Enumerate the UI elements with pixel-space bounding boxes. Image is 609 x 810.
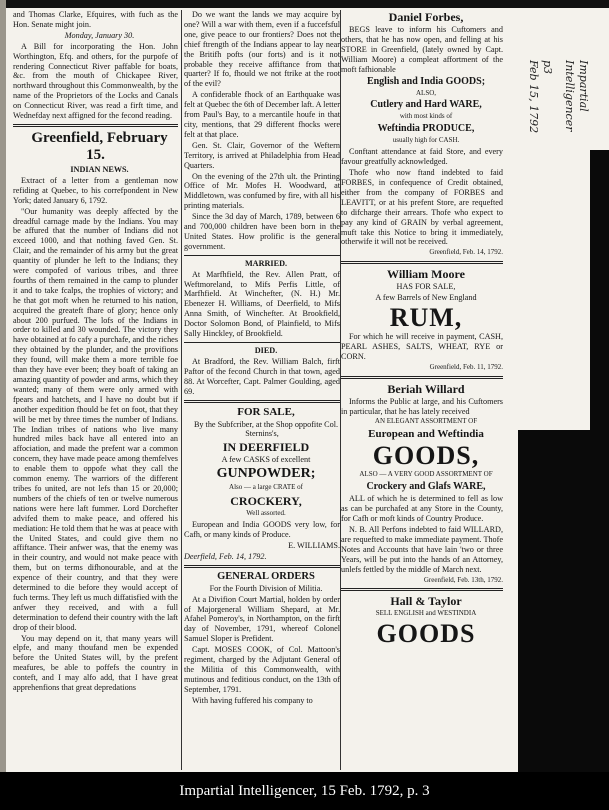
earthquake-text: A confiderable fhock of an Earthquake was felt at Quebec the 6th of December laft. A letter from Paul's Bay, to a mercantile houfe in that city, mentions, that 29 different fhocks were felt at that place. (184, 90, 340, 139)
column-2 (184, 10, 340, 770)
ad-forbes-line: usually high for CASH. (392, 136, 460, 145)
ad-forbes-text: Conftant attendance at faid Store, and every favour greatfully acknowledged. (341, 147, 503, 167)
column-1 (13, 10, 178, 770)
image-caption: Impartial Intelligencer, 15 Feb. 1792, p. 3 (179, 782, 430, 799)
divider (184, 342, 340, 343)
ad-willard-date: Greenfield, Feb. 13th, 1792. (423, 575, 503, 584)
divider (184, 565, 340, 568)
ad-forbes-line: ALSO, (415, 88, 437, 97)
session-date: Monday, January 30. (64, 30, 135, 40)
died-text: At Bradford, the Rev. William Balch, firft Paftor of the fecond Church in that town, aged 88. At Worcefter, Capt. Palmer Goulding, aged 69. (184, 356, 340, 396)
divider (13, 124, 178, 127)
scan-left-edge (0, 0, 6, 772)
married-text: At Marfhfield, the Rev. Allen Pratt, of Weftmoreland, to Mifs Perfis Little, of Marfhfield. At Winchefter, (N. H.) Mr. Ebenezer H. Williams, of Deerfield, to Mifs Anna Smith, of Winchefter. At Brookfield, Doctor Solomon Bond, of Plainfield, to Mifs Sally Hinckley, of Brookfield. (184, 269, 340, 339)
letter-body-2: You may depend on it, that many years will elpfe, and many thoufand men be expended before the United States will, by the prefent meafures, be able to poffefs the country in conteft, and I may alfo add, that I have great apprehenfions that great depredations (13, 633, 178, 693)
divider (341, 588, 503, 591)
forsale-gunpowder: GUNPOWDER; (216, 466, 316, 482)
handwritten-line: Impartial (577, 60, 590, 112)
forsale-heading: FOR SALE, (237, 405, 295, 418)
section-heading: INDIAN NEWS. (70, 164, 129, 174)
forsale-town: IN DEERFIELD (222, 440, 310, 455)
forsale-line: By the Subfcriber, at the Shop oppofite Col. Sternins's, (193, 419, 339, 439)
ad-willard-text: ALL of which he is determined to fell as low as can be purchafed at any Store in the County, for Cafh or moft kinds of Country Produce. (341, 494, 503, 524)
ad-forbes-date: Greenfield, Feb. 14, 1792. (429, 248, 503, 257)
married-heading: MARRIED. (244, 258, 288, 268)
forsale-crockery: CROCKERY, (230, 494, 302, 509)
ad-hall-name: Hall & Taylor (390, 594, 462, 609)
ad-willard-text: N. B. All Perfons indebted to faid WILLARD, are requefted to make immediate payment. Thofe Notes and Accounts that have lain 'two or three Years, will be put into the hands of an Attorney, unlefs fettled by the middle of March next. (341, 525, 503, 574)
scan-dark-margin (590, 150, 609, 430)
masthead-dateline: Greenfield, February 15. (31, 129, 168, 163)
divider (341, 261, 503, 264)
ad-forbes-text: BEGS leave to inform his Cuftomers and others, that he has now open, and felling at his STORE in Greenfield, (lately owned by Capt. William Moore) a compleat affortment of the moft fafhionable (341, 25, 503, 74)
children-text: Since the 3d day of March, 1789, between 6 and 700,000 children have been born in the United States. How prolific is the general government. (184, 212, 340, 251)
handwritten-note (520, 60, 600, 150)
orders-subheading: For the Fourth Division of Militia. (209, 583, 323, 593)
scan-top-edge (0, 0, 609, 8)
stclair-text: Gen. St. Clair, Governor of the Weftern Territory, is arrived at Philadelphia from Head Quarters. (184, 140, 340, 170)
letter-intro: Extract of a letter from a gentleman now refiding at Quebec, to his correfpondent in New York; dated January 6, 1792. (13, 175, 178, 205)
ad-forbes-line: English and India GOODS; (366, 75, 486, 87)
handwritten-line: Feb 15, 1792 (527, 60, 540, 134)
column-3 (341, 10, 503, 770)
forsale-signature: E. WILLIAMS. (288, 540, 340, 550)
column-rule (181, 10, 182, 770)
died-heading: DIED. (254, 346, 278, 355)
orders-text: Capt. MOSES COOK, of Col. Mattoon's regiment, charged by the Adjutant General of the Militia of this Commonwealth, with mutinous and feditious conduct, on the 13th of September, 1791. (184, 645, 340, 694)
ad-moore-name: William Moore (387, 267, 465, 282)
bill-text: A Bill for incorporating the Hon. John Worthington, Efq. and others, for the purpofe of rendering Connecticut River paffable for boats, &c. from the mouth of Chickapee River, northward throughout this Commonwealth, by the name of the Proprietors of the Locks and Canals on Connecticut River, was read a firft time, and Wednefday next affigned for the fecond reading. (13, 41, 178, 121)
ad-willard-line: ALSO — A VERY GOOD ASSORTMENT OF (359, 470, 493, 479)
forsale-line: Also — a large CRATE of (229, 483, 303, 492)
senate-text: and Thomas Clarke, Efquires, with fuch as the Hon. Senate might join. (13, 10, 178, 29)
ad-moore-date: Greenfield, Feb. 11, 1792. (429, 362, 503, 371)
forsale-line: A few CASKS of excellent (221, 455, 311, 465)
ad-moore-line: HAS FOR SALE, (396, 282, 456, 292)
ad-forbes-text: Thofe who now ftand indebted to faid FORBES, in confequence of Credit obtained, either from the company of FORBES and LEAVITT, or at his prefent Store, are requefted to difcharge their arrears. Thofe who expect to pay any kind of GRAIN by verbal agreement, muft take this Notice to bring it immediately, otherwife it will not be received. (341, 168, 503, 247)
orders-heading: GENERAL ORDERS (217, 570, 315, 582)
forsale-date: Deerfield, Feb. 14, 1792. (184, 551, 267, 561)
ad-forbes-line: Weftindia PRODUCE, (377, 123, 475, 135)
divider (184, 255, 340, 256)
ad-willard-line: Crockery and Glafs WARE, (366, 481, 486, 493)
divider (341, 376, 503, 379)
ad-willard-name: Beriah Willard (387, 381, 465, 396)
handwritten-line: Intelligencer (563, 60, 576, 132)
handwritten-line: p3 (541, 60, 554, 75)
forsale-line: Well assorted. (246, 509, 286, 518)
forsale-goods: European and India GOODS very low, for Cafh, or many kinds of Produce. (184, 520, 340, 539)
scan-dark-margin (518, 430, 609, 772)
ad-hall-line: SELL ENGLISH and WESTINDIA (375, 609, 477, 618)
ad-moore-line: A few Barrels of New England (375, 293, 477, 303)
questions-text: Do we want the lands we may acquire by one? Will a war with them, even if a fuccefsful one, give peace to our frontiers? Does not the chief ftrength of the Indians appear to lay near the Britifh pofts (our forts) and is it not probable they receive affiftance from that quarter? If fo, fhould we not ftrike at the root of the evil? (184, 10, 340, 89)
ad-forbes-line: Cutlery and Hard WARE, (370, 99, 482, 111)
ad-willard-text: Informs the Public at large, and his Cuftomers in particular, that he has lately received (341, 396, 503, 416)
ad-moore-rum: RUM, (389, 303, 463, 333)
ad-willard-line: European and Weftindia (368, 428, 484, 441)
letter-body: "Our humanity was deeply affected by the dreadful carnage made by the Indians. You may be affured that the number of Indians did not exceed 1000, and that nothing faved Gen. St. Clair, and the remainder of his army but the great quantity of plunder he left to the Indians; they were compofed of various tribes, and three fourths of them remained in the camp to plunder it and to take fcalps, the trophies of victory; and he that got moft when he returned to his nation, acquired the greateft fhare of glory; hence only about 200 purfued. The lofs of the Indians in order to killed and 30 wounded. The victory they have obtained at fo cafy a purchafe, and the riches they obtained by the plunder, and the provifions they found, will make them a more terrible foe than they have ever been; they boaft of taking an amazing quantity of powder and arms, which they wanted; many of them were only armed with fpears and hatchets, and I have no doubt but if another expedition fhould be fet on foot, that they will be met by three times the number of Indians. The Indian tribes of nations who live many hundred miles back have all entered into an affociation, and made the prefent war a common concern, they have made peace among themfelves to enable them to oppofe what they call the common enemy. The warriors of the different tribes fo united, are not lefs than 15 or 20,000; numbers of the chiefs of ten or twelve numerous nations were here laft fummer. Lord Dorchefter advifed them to make peace, and offered his mediation: He told them that he was at peace with the United States, and could give them no affiftance. Their anfwer was, that the enemy was in their country, and would not make peace with them, but on terms difhonourable, and at the expence of their country, and that they were determined to die before they would accept of fuch terms. They left us much diffatisfied with the anfwer they received, and with a full determination to defend their country with the laft drop of their blood. (13, 206, 178, 632)
ad-hall-goods: GOODS (376, 619, 476, 649)
ad-willard-goods: GOODS, (372, 441, 480, 471)
ad-willard-line: AN ELEGANT ASSORTMENT OF (374, 417, 478, 426)
ad-forbes-line: with most kinds of (399, 112, 453, 121)
divider (184, 400, 340, 403)
orders-text: With having fuffered his company to (192, 695, 313, 705)
fire-text: On the evening of the 27th ult. the Printing Office of Mr. Mofes H. Woodward, at Middletown, was confumed by fire, with all his printing materials. (184, 171, 340, 211)
ad-forbes-name: Daniel Forbes, (388, 10, 464, 24)
ad-moore-text: For which he will receive in payment, CASH, PEARL ASHES, SALTS, WHEAT, RYE or CORN. (341, 332, 503, 361)
orders-text: At a Divifion Court Martial, holden by order of Majorgeneral William Shepard, at Mr. Afahel Pomeroy's, in Northampton, on the firft day of November, 1791, whereof Colonel Samuel Sloper is Prefident. (184, 594, 340, 644)
